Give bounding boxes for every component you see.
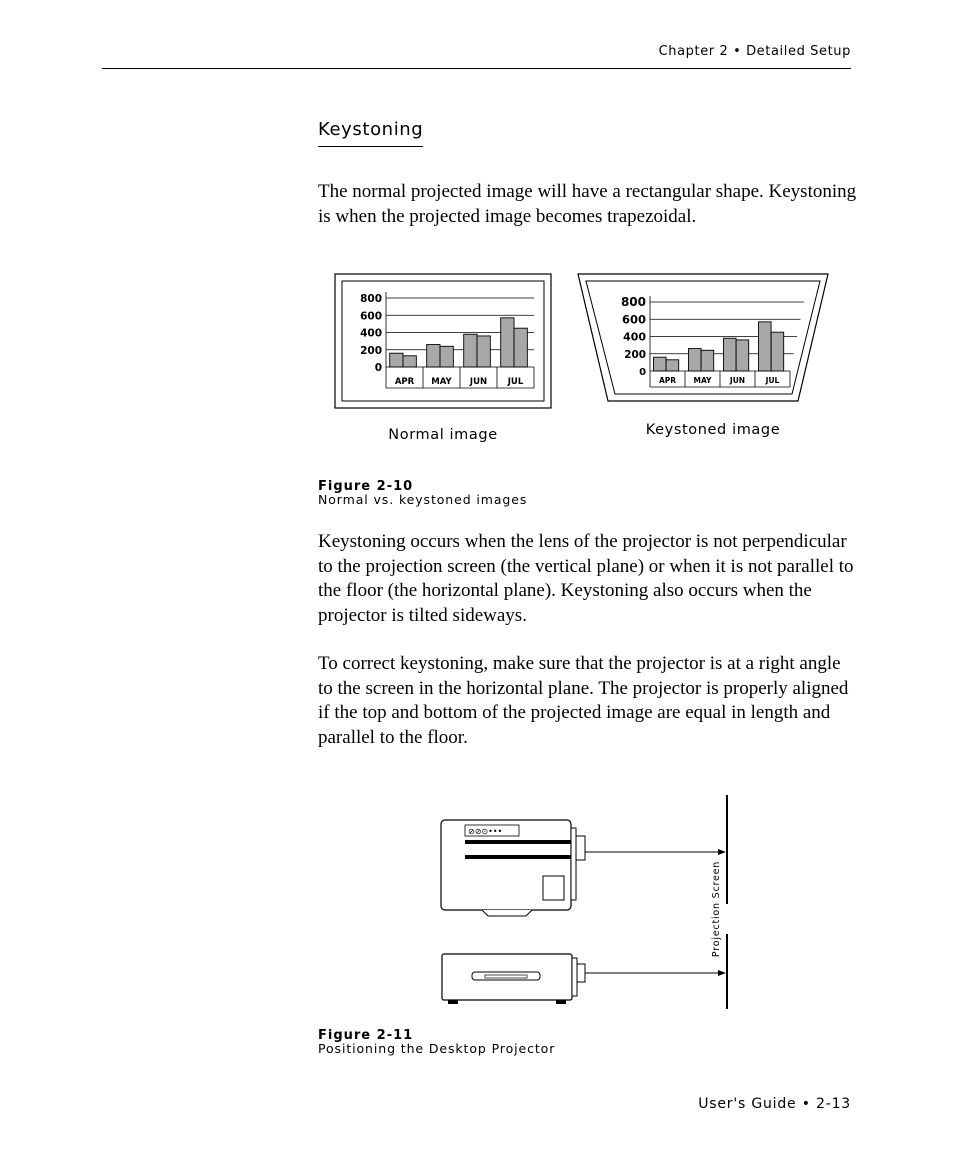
- control-buttons-icon: ⊘⊘⊙•••: [468, 827, 503, 836]
- x-tick-label: JUN: [469, 377, 488, 387]
- bar-series-2-jun: [477, 336, 490, 367]
- x-tick-label: JUL: [765, 376, 780, 385]
- header-rule: [102, 68, 851, 69]
- paragraph-correction: To correct keystoning, make sure that the projector is at a right angle to the screen in the horizontal plane. The projector is properly aligned if the top and bottom of the projected image are equal in length and parallel to the floor.: [318, 653, 849, 748]
- figure-normal-vs-keystoned: [330, 270, 830, 445]
- bar-series-1-apr: [654, 357, 667, 371]
- figure-2-10-caption: Normal vs. keystoned images: [318, 492, 528, 507]
- bar-series-2-apr: [666, 360, 679, 371]
- bar-series-1-jun: [464, 334, 477, 367]
- bar-series-2-may: [701, 350, 714, 371]
- projection-screen-label: Projection Screen: [711, 860, 722, 958]
- arrow-head-icon: [718, 970, 726, 976]
- projector-side-view: [442, 954, 585, 1004]
- arrow-head-icon: [718, 849, 726, 855]
- figure-2-10-title: Figure 2-10: [318, 479, 414, 494]
- keystoned-image-chart: [578, 274, 828, 401]
- paragraph-causes: Keystoning occurs when the lens of the projector is not perpendicular to the projection screen (the vertical plane) or when it is not parallel to the floor (the horizontal plane). Keystoning also occurs when the projector is tilted sideways.: [318, 531, 854, 626]
- y-tick-label: 200: [360, 344, 382, 357]
- keystoned-image-label: Keystoned image: [645, 422, 781, 438]
- y-tick-label: 200: [624, 348, 646, 361]
- y-tick-label: 800: [360, 293, 382, 305]
- figure-projector-positioning: [430, 792, 740, 1012]
- y-tick-label: 400: [360, 327, 382, 340]
- bar-series-1-may: [427, 345, 440, 367]
- paragraph-intro: The normal projected image will have a rectangular shape. Keystoning is when the projected image becomes trapezoidal.: [318, 181, 857, 227]
- x-tick-label: APR: [394, 377, 415, 387]
- y-tick-label: 0: [639, 367, 646, 378]
- y-tick-label: 600: [622, 312, 646, 327]
- normal-image-label: Normal image: [388, 427, 498, 443]
- x-tick-label: MAY: [431, 377, 452, 387]
- bar-series-2-jul: [771, 332, 784, 371]
- bar-series-1-may: [689, 349, 702, 371]
- x-tick-label: APR: [658, 376, 677, 385]
- bar-series-1-jul: [759, 322, 772, 371]
- y-tick-label: 600: [360, 310, 382, 323]
- bar-series-2-may: [440, 346, 453, 367]
- bar-series-1-jul: [501, 318, 514, 367]
- bar-series-1-apr: [390, 353, 403, 367]
- y-tick-label: 400: [623, 330, 646, 344]
- bar-series-2-jun: [736, 340, 749, 371]
- projector-top-view: [441, 820, 585, 916]
- figure-2-11-title: Figure 2-11: [318, 1028, 414, 1043]
- y-tick-label: 0: [374, 362, 382, 374]
- x-tick-label: MAY: [693, 376, 712, 385]
- bar-series-1-jun: [724, 338, 737, 371]
- figure-2-11-caption: Positioning the Desktop Projector: [318, 1041, 556, 1056]
- x-tick-label: JUL: [507, 377, 524, 387]
- x-tick-label: JUN: [729, 376, 746, 385]
- normal-image-chart: [335, 274, 551, 408]
- running-header: Chapter 2 • Detailed Setup: [658, 44, 851, 59]
- page-footer: User's Guide • 2-13: [698, 1096, 851, 1112]
- y-tick-label: 800: [620, 295, 646, 309]
- section-title: Keystoning: [318, 119, 423, 147]
- bar-series-2-jul: [514, 328, 527, 367]
- bar-series-2-apr: [403, 356, 416, 367]
